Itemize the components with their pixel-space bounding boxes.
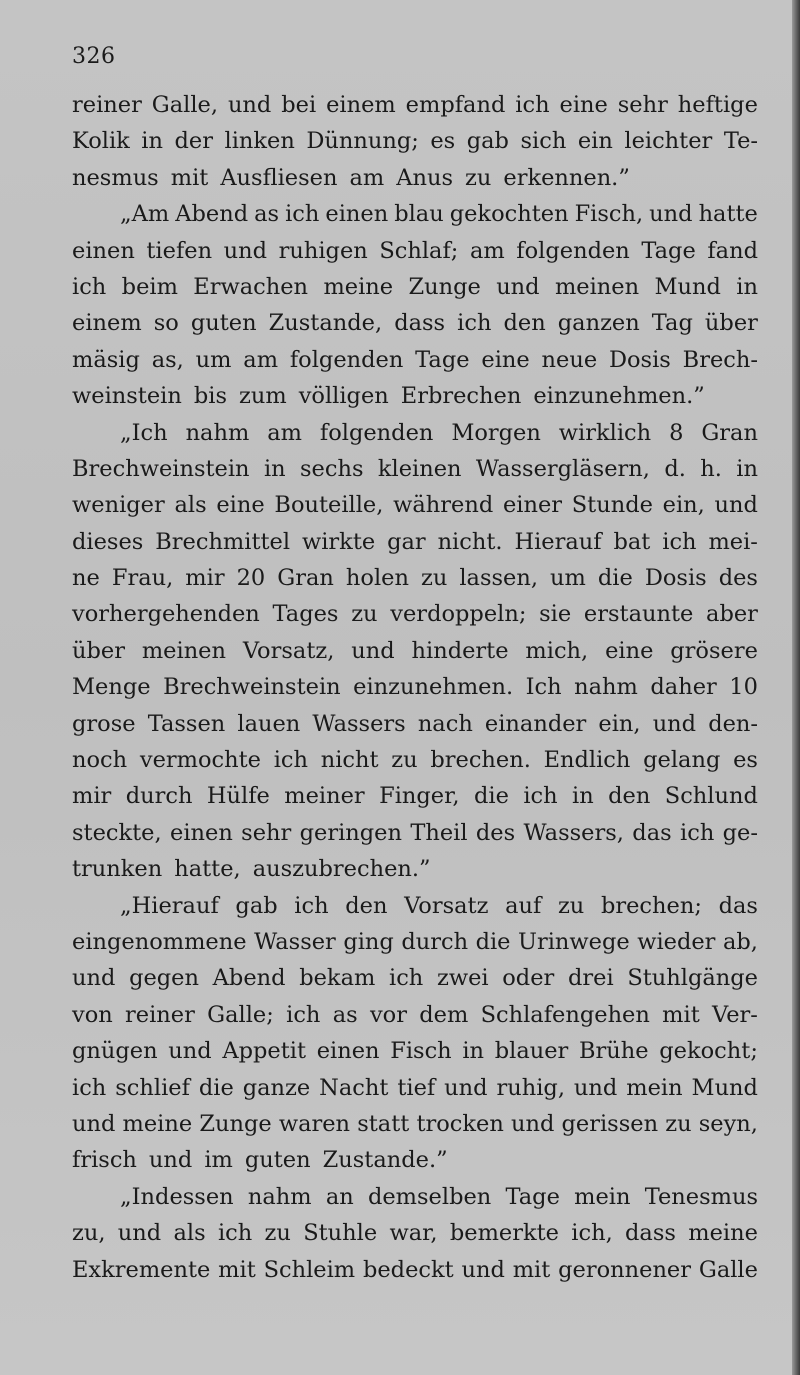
text-line: steckte, einen sehr geringen Theil des Wassers, das ich ge- xyxy=(72,819,758,846)
page-edge-shadow xyxy=(792,0,800,1375)
text-line: mir durch Hülfe meiner Finger, die ich in den Schlund xyxy=(72,783,758,810)
page-number: 326 xyxy=(72,44,116,69)
text-line: zu, und als ich zu Stuhle war, bemerkte ich, dass meine xyxy=(72,1220,758,1247)
text-line: Menge Brechweinstein einzunehmen. Ich nahm daher 10 xyxy=(72,674,758,701)
text-line: vorhergehenden Tages zu verdoppeln; sie erstaunte aber xyxy=(72,601,758,628)
text-line: noch vermochte ich nicht zu brechen. Endlich gelang es xyxy=(72,747,758,774)
text-line: frisch und im guten Zustande.” xyxy=(72,1147,448,1174)
text-line: ich beim Erwachen meine Zunge und meinen Mund in xyxy=(72,273,758,300)
text-line: trunken hatte, auszubrechen.” xyxy=(72,856,431,883)
text-line: und gegen Abend bekam ich zwei oder drei Stuhlgänge xyxy=(72,965,758,992)
text-line: eingenommene Wasser ging durch die Urinwege wieder ab, xyxy=(72,928,758,955)
text-line: ne Frau, mir 20 Gran holen zu lassen, um die Dosis des xyxy=(72,565,758,592)
text-line: von reiner Galle; ich as vor dem Schlafengehen mit Ver- xyxy=(72,1001,758,1028)
text-line: weniger als eine Bouteille, während einer Stunde ein, und xyxy=(72,492,758,519)
text-line: gnügen und Appetit einen Fisch in blauer Brühe gekocht; xyxy=(72,1038,758,1065)
text-line: nesmus mit Ausfliesen am Anus zu erkennen.” xyxy=(72,164,630,191)
text-line: über meinen Vorsatz, und hinderte mich, eine grösere xyxy=(72,637,758,664)
text-line: Brechweinstein in sechs kleinen Wassergläsern, d. h. in xyxy=(72,455,758,482)
text-line: „Indessen nahm an demselben Tage mein Tenesmus xyxy=(120,1183,758,1210)
text-line: reiner Galle, und bei einem empfand ich eine sehr heftige xyxy=(72,92,758,118)
text-line: und meine Zunge waren statt trocken und gerissen zu seyn, xyxy=(72,1110,758,1137)
text-line: Kolik in der linken Dünnung; es gab sich ein leichter Te- xyxy=(72,128,758,155)
text-line: grose Tassen lauen Wassers nach einander ein, und den- xyxy=(72,710,758,737)
text-line: „Am Abend as ich einen blau gekochten Fisch, und hatte xyxy=(120,201,758,228)
text-line: „Hierauf gab ich den Vorsatz auf zu brechen; das xyxy=(120,892,758,919)
text-line: weinstein bis zum völligen Erbrechen einzunehmen.” xyxy=(72,383,705,410)
text-line: einem so guten Zustande, dass ich den ganzen Tag über xyxy=(72,310,758,337)
body-text xyxy=(72,87,758,1288)
text-line: Exkremente mit Schleim bedeckt und mit geronnener Galle xyxy=(72,1256,758,1283)
text-line: dieses Brechmittel wirkte gar nicht. Hierauf bat ich mei- xyxy=(72,528,758,555)
text-line: mäsig as, um am folgenden Tage eine neue Dosis Brech- xyxy=(72,346,758,373)
text-line: ich schlief die ganze Nacht tief und ruhig, und mein Mund xyxy=(72,1074,758,1101)
text-line: „Ich nahm am folgenden Morgen wirklich 8 Gran xyxy=(120,419,758,446)
text-line: einen tiefen und ruhigen Schlaf; am folgenden Tage fand xyxy=(72,237,758,264)
